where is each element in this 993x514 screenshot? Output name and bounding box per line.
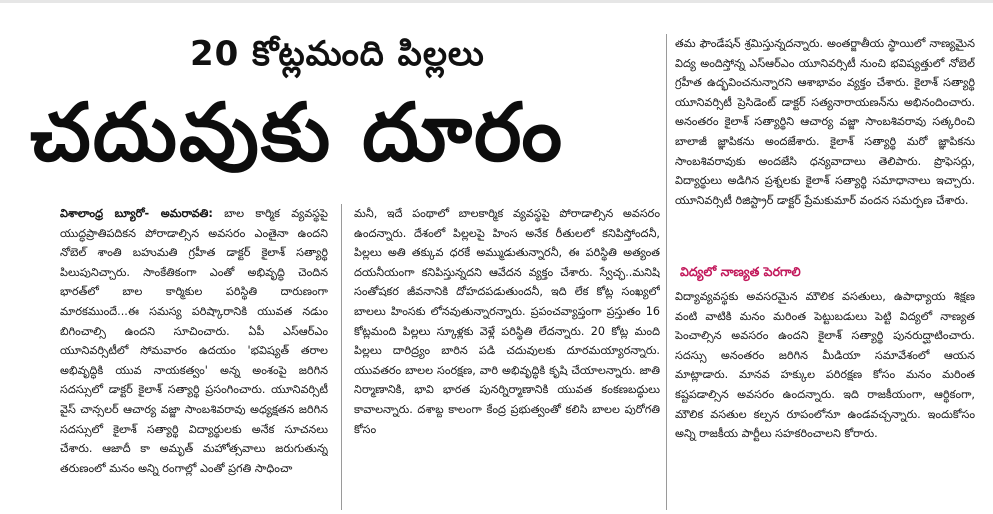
article-column-2 [354, 204, 660, 510]
paragraph [60, 204, 328, 478]
column-divider [666, 34, 667, 510]
kicker-headline: 20 కోట్లమంది పిల్లలు [190, 34, 485, 74]
article-column-1 [60, 204, 328, 510]
top-border [0, 0, 993, 3]
main-headline: చదువుకు దూరం [30, 86, 565, 179]
body-text: విద్యావ్యవస్థకు అవసరమైన మౌలిక వసతులు, ఉపాధ్యాయ శిక్షణ వంటి వాటికి మనం మరింత పెట్టుబడులు పెట్టి విద్యలో నాణ్యత పెంచాల్సిన అవసరం ఉందని కైలాశ్ సత్యార్థి పునరుద్ఘాటించారు. సదస్సు అనంతరం జరిగిన మీడియా సమావేశంలో ఆయన మాట్లాడారు. మానవ హక్కుల పరిరక్షణ కోసం మనం మరింత కష్టపడాల్సిన అవసరం ఉందన్నారు. ఇది రాజకీయంగా, ఆర్థికంగా, మౌలిక వసతుల కల్పన రూపంలోనూ ఉండవచ్చన్నారు. ఇందుకోసం అన్ని రాజకీయ పార్టీలు సహకరించాలని కోరారు. [675, 290, 975, 441]
body-text: తమ ఫౌండేషన్ శ్రమిస్తున్నదన్నారు. అంతర్జాతీయ స్థాయిలో నాణ్యమైన విద్య అందిస్తోన్న ఎస్‌ఆర్‌ఎం యూనివర్సిటీ నుంచి భవిష్యత్తులో నోబెల్ గ్రహీత ఉద్భవించనున్నారని ఆశాభావం వ్యక్తం చేశారు. కైలాశ్ సత్యార్థి యూనివర్సిటీ ప్రెసిడెంట్ డాక్టర్ సత్యనారాయణన్‌ను అభినందించారు. అనంతరం కైలాశ్ సత్యార్థిని ఆచార్య వజ్జా సాంబశివరావు సత్కరించి బాలాజీ జ్ఞాపికను అందజేశారు. కైలాశ్ సత్యార్థి మరో జ్ఞాపికను సాంబశివరావుకు అందజేసి ధన్యవాదాలు తెలిపారు. ప్రొఫెసర్లు, విద్యార్థులు అడిగిన ప్రశ్నలకు కైలాశ్ సత్యార్థి సమాధానాలు ఇచ్చారు. యూనివర్సిటీ రిజిస్ట్రార్ డాక్టర్ ప్రేమకుమార్ వందన సమర్పణ చేశారు. [675, 37, 975, 207]
subheading: విద్యలో నాణ్యత పెరగాలి [680, 264, 801, 279]
body-text: బాల కార్మిక వ్యవస్థపై యుద్ధప్రాతిపదికన పోరాడాల్సిన అవసరం ఎంతైనా ఉందని నోబెల్ శాంతి బహుమతి గ్రహీత డాక్టర్ కైలాశ్ సత్యార్థి పిలుపునిచ్చారు. సాంకేతికంగా ఎంతో అభివృద్ధి చెందిన భారత్‌లో బాల కార్మికుల పరిస్థితి దారుణంగా మారకముందే...ఈ సమస్య పరిష్కారానికి యువత నడుం బిగించాల్సి ఉందని సూచించారు. ఏపీ ఎస్‌ఆర్‌ఎం యూనివర్సిటీలో సోమవారం ఉదయం 'భవిష్యత్ తరాల అభివృద్ధికి యువ నాయకత్వం' అన్న అంశంపై జరిగిన సదస్సులో డాక్టర్ కైలాశ్ సత్యార్థి ప్రసంగించారు. యూనివర్సిటీ వైస్ చాన్సలర్ ఆచార్య వజ్జా సాంబశివరావు అధ్యక్షతన జరిగిన సదస్సులో కైలాశ్ సత్యార్థి విద్యార్థులకు అనేక సూచనలు చేశారు. ఆజాదీ కా అమృత్ మహోత్సవాలు జరుగుతున్న తరుణంలో మనం అన్ని రంగాల్లో ఎంతో ప్రగతి సాధించా [60, 207, 328, 475]
body-text: మనీ, ఇదే పంథాలో బాలకార్మిక వ్యవస్థపై పోరాడాల్సిన అవసరం ఉందన్నారు. దేశంలో పిల్లలపై హింస అనేక రీతులలో కనిపిస్తోందనీ, పిల్లలు అతి తక్కువ ధరకే అమ్ముడుతున్నారనీ, ఈ పరిస్థితి అత్యంత దయనీయంగా కనిపిస్తున్నదని ఆవేదన వ్యక్తం చేశారు. స్వేచ్ఛ..మనిషి సంతోషకర జీవనానికి దోహదపడుతుందనీ, ఇది లేక కోట్ల సంఖ్యలో బాలలు హింసకు లోనవుతున్నారన్నారు. ప్రపంచవ్యాప్తంగా ప్రస్తుతం 16 కోట్లమంది పిల్లలు స్కూళ్లకు వెళ్లే పరిస్థితి లేదన్నారు. 20 కోట్ల మంది పిల్లలు దారిద్ర్యం బారిన పడి చదువులకు దూరమయ్యారన్నారు. యువతరం బాలల సంరక్షణ, వారి అభివృద్ధికి కృషి చేయాలన్నారు. జాతి నిర్మాణానికి, భావి భారత పునర్నిర్మాణానికి యువత కంకణబద్ధులు కావాలన్నారు. దశాబ్ద కాలంగా కేంద్ర ప్రభుత్వంతో కలిసి బాలల పురోగతి కోసం [354, 207, 660, 436]
article-column-3-top [675, 34, 975, 266]
dateline: విశాలాంధ్ర బ్యూరో- అమరావతి: [60, 207, 213, 220]
column-divider [341, 204, 342, 510]
article-column-3-bottom [675, 287, 975, 509]
